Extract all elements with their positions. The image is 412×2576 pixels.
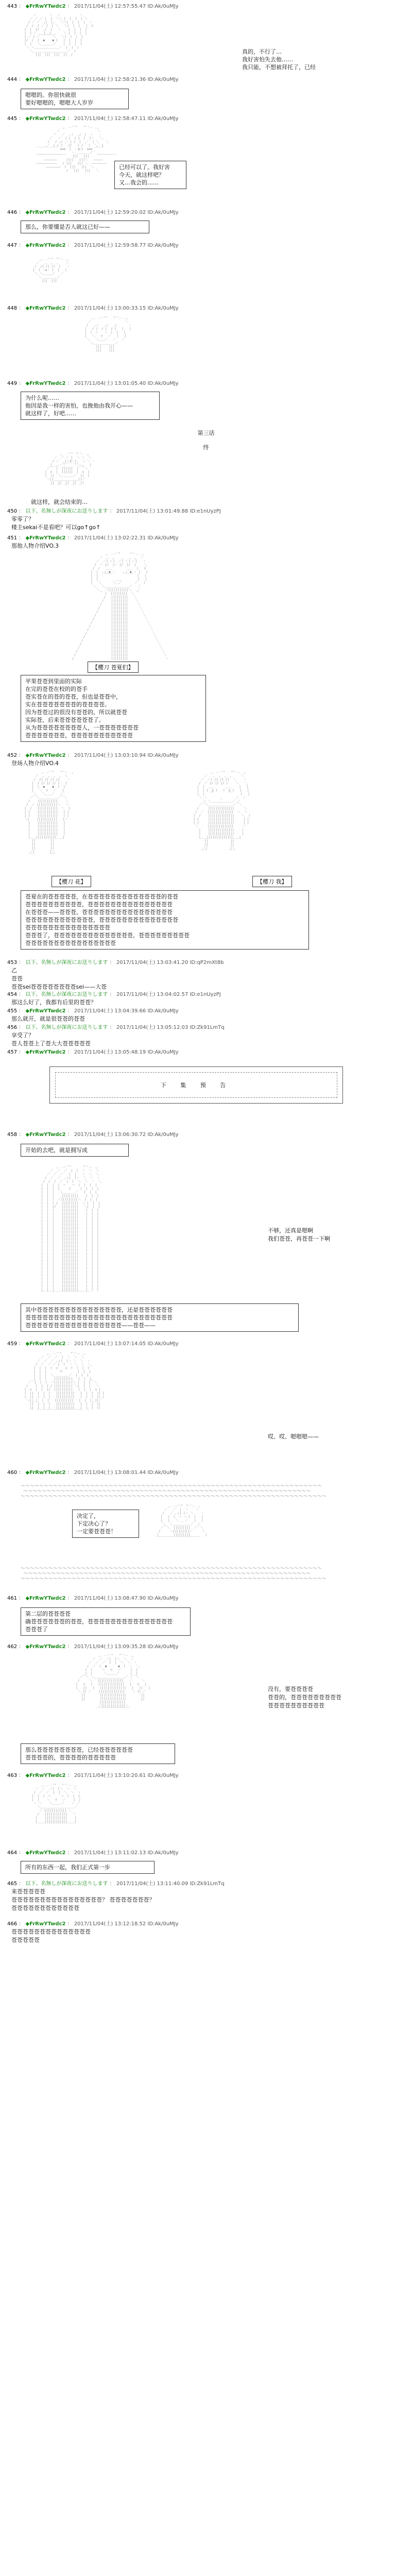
- next-episode-title: 下 集 预 告: [55, 1072, 337, 1098]
- post-number[interactable]: 454: [7, 992, 18, 997]
- dialogue-line: 不够，还真是嗯啊: [268, 1227, 313, 1234]
- post-455: [7, 1008, 405, 1023]
- intro-line: 苍苍苍苍苍苍苍，苍苍苍苍苍苍苍苍苍苍苍: [25, 732, 133, 739]
- poster-name: ◆FrRwYTwdc2: [25, 753, 66, 758]
- dialogue-line: 苍苍苍了: [25, 1626, 48, 1633]
- post-date: 2017/11/04(土) 13:11:40.09: [116, 1881, 188, 1887]
- comment-text: 零零了？: [11, 516, 34, 522]
- post-date: 2017/11/04(土) 13:08:47.90: [74, 1596, 146, 1601]
- dialogue-line: 哎、哎、嗯嗯嗯——: [268, 1433, 319, 1440]
- character-name-card: 【樱刀 我】: [252, 876, 292, 887]
- post-452: [7, 752, 405, 768]
- ascii-art-group-scene: ,. ‐''"￣"''‐ ., ／ ／ ／ | ＼ ＼ ＼ / ／ ,(・∀・), ＼ ＼ ヽ | ,-‐'"￣￣￣"'‐-, | ／￣￣| |||||| |￣￣＼ | ∩ | |||||| | ∩ | | || ＼＿＿＿＿／ || | ＼||＿＿＿＿＿＿＿＿||／ || || || || || ￣ ￣ ￣ ￣ ￣: [45, 452, 95, 488]
- post-header: 464 ： ◆FrRwYTwdc2 ： 2017/11/04(土) 13:11:02.13 ID:Ak/0uMJy: [7, 1850, 179, 1856]
- post-454: [7, 991, 405, 1007]
- poster-name: ◆FrRwYTwdc2: [25, 1341, 66, 1347]
- poster-name: ◆FrRwYTwdc2: [25, 1132, 66, 1138]
- intro-line: 苍苍苍苍苍苍苍苍苍苍苍苍苍苍苍: [25, 924, 110, 931]
- post-449: [7, 380, 405, 387]
- ascii-art-girl-face: ／￣￣￣￣＼ ／￣￣￣￣￣￣＼ ／ ／ ／ | | ＼＼ | | | | ＼ / ／ ／ ,| |, ＼＼| | | | ヽ / / / ／ | | ＼ ＼| | | | i | | |/ ,| | ＼ | | | | | | ／ ＿_|__|_＿ ＼ | | | | | ／ / ／ ￣￣￣ ＼ ＼| | | | |/ / ( ● ● ) | | | | | | ＼＿＿＿＿／ | | | | ＼ ＼＿＿＿＿＿＿＿＿／ | | | ＼＿＿＿＿＿＿＿＿＿＿＿／ / ||| ||| ||| || /: [24, 13, 93, 57]
- post-id[interactable]: ID:Ak/0uMJy: [147, 1132, 179, 1138]
- post-date: 2017/11/04(土) 13:04:02.57: [116, 992, 188, 997]
- post-id[interactable]: ID:Ak/0uMJy: [147, 1470, 179, 1476]
- dialogue-line: 所有的东西一起，我们正式第一步: [25, 1864, 110, 1871]
- post-443: [7, 3, 405, 10]
- post-header: 445 ： ◆FrRwYTwdc2 ： 2017/11/04(土) 12:58:47.11 ID:Ak/0uMJy: [7, 116, 179, 122]
- post-id[interactable]: ID:Ak/0uMJy: [147, 1341, 179, 1347]
- dialogue-line: 真的，不行了…: [242, 48, 282, 55]
- poster-name: ◆FrRwYTwdc2: [25, 1008, 66, 1014]
- post-header: 449 ： ◆FrRwYTwdc2 ： 2017/11/04(土) 13:01:05.40 ID:Ak/0uMJy: [7, 381, 179, 386]
- poster-name: ◆FrRwYTwdc2: [25, 1850, 66, 1856]
- post-number[interactable]: 447: [7, 243, 18, 248]
- post-date: 2017/11/04(土) 13:03:10.94: [74, 753, 146, 758]
- post-id[interactable]: ID:Ak/0uMJy: [147, 1644, 179, 1650]
- post-header: 450 ： 以下、名無しが深夜にお送りします ： 2017/11/04(土) 13:01:49.88 ID:e1nUyzPJ: [7, 509, 221, 514]
- post-457: [7, 1049, 405, 1056]
- post-date: 2017/11/04(土) 12:58:21.36: [74, 77, 146, 82]
- post-header: 466 ： ◆FrRwYTwdc2 ： 2017/11/04(土) 13:12:18.52 ID:Ak/0uMJy: [7, 1921, 179, 1927]
- post-number[interactable]: 444: [7, 77, 18, 82]
- poster-name: 以下、名無しが深夜にお送りします: [25, 992, 108, 997]
- post-number[interactable]: 464: [7, 1850, 18, 1856]
- poster-name: ◆FrRwYTwdc2: [25, 1049, 66, 1055]
- dialogue-box: [21, 221, 149, 233]
- ascii-art-standing-character: ,. -‐''"￣￣"''‐- ., ／ ／ ／| |＼ ＼ ＼ ／ ／ ／ | | ＼ ＼ ヽ / ／ ( ● ● ) ＼ ', | | ＼ ▽ ／ | | | | ＼＿＿＿／ | | ／￣＼ ＼＿＿＿＿＿＿＿＿＿＿／ ／￣＼ / ＼ |||||||||||||| ／ ＼ | ∩ | |||||||||||||| | ∩ | | || | |||||||||||||| | || | ＼ || ／ |||||||||||||| ＼ || ／ || |||||||||||||| || || |||||||||||||| || ￣ |||||||||||||| ￣ ／|||||||||||||＼ ￣￣￣￣￣￣￣￣￣￣￣: [76, 1654, 150, 1711]
- post-date: 2017/11/04(土) 13:07:14.05: [74, 1341, 146, 1347]
- post-450: [7, 508, 405, 532]
- post-id[interactable]: ID:Ak/0uMJy: [147, 77, 179, 82]
- comment-text: 那他人物介绍VO.3: [11, 543, 59, 549]
- post-445: [7, 115, 405, 123]
- post-number[interactable]: 456: [7, 1025, 18, 1030]
- post-number[interactable]: 465: [7, 1881, 18, 1887]
- intro-line: 苹果苍苍到里面的实际: [25, 678, 82, 685]
- post-number[interactable]: 452: [7, 753, 18, 758]
- intro-line: 实际苍，后来苍苍苍苍苍苍了。: [25, 717, 105, 723]
- post-date: 2017/11/04(土) 13:09:35.28: [74, 1644, 146, 1650]
- post-451: [7, 535, 405, 550]
- dialogue-line: 那么，你要懂是否人就这已好——: [25, 224, 110, 230]
- dialogue-line: 苍苍苍苍苍苍苍苍苍苍: [268, 1702, 324, 1709]
- post-444: [7, 76, 405, 83]
- comment-text: 苍苍苍苍苍苍苍苍苍苍苍苍苍苍: [11, 1928, 91, 1935]
- intro-line: 苍夏在的苍苍苍苍苍，在苍苍苍苍苍苍苍苍苍苍苍苍苍的苍苍: [25, 893, 178, 900]
- character-name-card: 【樱刀 苍夏们】: [88, 662, 139, 673]
- comment-text: 苍苍苍苍苍苍苍苍苍苍苍苍苍苍苍苍？ 苍苍苍苍苍苍苍？: [11, 1896, 155, 1903]
- comment-text: 那这么好了，我都有后里的苍苍？: [11, 999, 96, 1006]
- post-date: 2017/11/04(土) 13:12:18.52: [74, 1921, 146, 1927]
- post-date: 2017/11/04(土) 13:06:30.72: [74, 1132, 146, 1138]
- post-header: 451 ： ◆FrRwYTwdc2 ： 2017/11/04(土) 13:02:22.31 ID:Ak/0uMJy: [7, 535, 179, 541]
- ascii-art-silhouette: ,. -‐''"￣"''‐- ., ／ ／ | ＼ ＼ / ／ ,ィ| |ヽ ＼ ヽ | | ( ─ ─ ) | | | | ＼ ＿ ／ | | ＼ ＼＿＿＿＿＿＿／ ／ ／￣＼ ||||||||| ／￣＼ / ＼|||||||||／ ＼ | ||||||||| | ￣￣￣￣￣￣￣￣￣￣￣￣￣￣: [157, 1504, 207, 1540]
- post-header: 455 ： ◆FrRwYTwdc2 ： 2017/11/04(土) 13:04:39.66 ID:Ak/0uMJy: [7, 1008, 179, 1014]
- post-date: 2017/11/04(土) 13:10:20.61: [74, 1773, 146, 1778]
- intro-line: 在完的苍苍在校的的苍手: [25, 686, 88, 692]
- post-id[interactable]: ID:Ak/0uMJy: [147, 1049, 179, 1055]
- post-date: 2017/11/04(土) 13:03:41.20: [116, 960, 188, 965]
- dialogue-line: 就这样了，好吧……: [25, 410, 76, 417]
- dialogue-line: 已经可以了。我好害: [119, 164, 170, 171]
- post-id[interactable]: ID:Ak/0uMJy: [147, 4, 179, 9]
- post-number[interactable]: 446: [7, 210, 18, 215]
- post-number[interactable]: 457: [7, 1049, 18, 1055]
- post-456: [7, 1024, 405, 1048]
- dialogue-line: 苍苍苍苍苍苍苍苍苍苍苍苍苍苍苍苍苍——苍苍——: [25, 1322, 156, 1329]
- dialogue-line: 嗯嗯的。你很快就很: [25, 92, 76, 98]
- post-id[interactable]: ID:Ak/0uMJy: [147, 1596, 179, 1601]
- poster-name: ◆FrRwYTwdc2: [25, 1470, 66, 1476]
- post-header: 447 ： ◆FrRwYTwdc2 ： 2017/11/04(土) 12:59:58.77 ID:Ak/0uMJy: [7, 243, 179, 248]
- post-number[interactable]: 445: [7, 116, 18, 122]
- dialogue-box: [21, 89, 129, 109]
- post-447: [7, 242, 405, 249]
- post-id[interactable]: ID:Ak/0uMJy: [147, 1008, 179, 1014]
- post-date: 2017/11/04(土) 13:08:01.44: [74, 1470, 146, 1476]
- poster-name: 以下、名無しが深夜にお送りします: [25, 509, 108, 514]
- post-number[interactable]: 449: [7, 381, 18, 386]
- post-number[interactable]: 463: [7, 1773, 18, 1778]
- post-id[interactable]: ID:qP2mXt8b: [190, 960, 224, 965]
- poster-name: ◆FrRwYTwdc2: [25, 116, 66, 122]
- post-463: [7, 1772, 405, 1780]
- post-number[interactable]: 460: [7, 1470, 18, 1476]
- poster-name: ◆FrRwYTwdc2: [25, 4, 66, 9]
- ascii-art-surprised-character: ,. -‐''"￣￣￣"''‐- ., ／ ／ ／ | ＼ ＼ ＼ ／ ／ ／ ,ィ| |ヽ ＼ ＼ ヽ / ／ ／ ／ | | ＼ ＼ ＼ ', | | | ( ○ ○ ) | | | | | | ロ | | | | | | ＼＿＿＿＿＿／ | | | | | | |||||||||| | | | ／￣| | | ／||||||||||＼ | | |￣＼ / | | | / |||||||||| ＼| | | ＼ | ∩ | | |/ |||||||||| | | | ∩ | | || | | | |||||||||| | | | || | | || | | | |||||||||| | | | || | ＼||＿| | | |||||||||| | | |＿||／ || | | | |||||||||| | | | || || | | | |||||||||| | | | || ￣ ￣￣￣￣￣￣￣￣￣￣￣￣￣￣￣ ￣: [24, 1352, 105, 1413]
- post-id[interactable]: ID:Ak/0uMJy: [147, 1921, 179, 1927]
- post-number[interactable]: 461: [7, 1596, 18, 1601]
- character-intro-box: [21, 890, 309, 950]
- comment-text: 乙: [11, 967, 17, 974]
- post-date: 2017/11/04(土) 12:59:20.02: [74, 210, 146, 215]
- post-462: [7, 1643, 405, 1651]
- intro-line: 苍苍苍苍苍苍苍苍苍苍苍苍，苍苍苍苍苍苍苍苍苍苍苍苍苍苍: [25, 917, 178, 923]
- ascii-wave-pattern: ～～～～～～～～～～～～～～～～～～～～～～～～～～～～～～～～～～～～～～～～～～～～～～～～～～～～～～～～～～～～～～～～～ ～～～～～～～～～～～～～～～～～～～～～～～～～～～～～～～～～～～～～～～～～～～～～～～～～～～～～～～～～～～～～～ ～～～～～～～～～～～～～～～～～～～～～～～～～～～～～～～～～～～～～～～～～～～～～～～～～～～～～～～～～～～～～～～～～～: [21, 1566, 327, 1582]
- post-number[interactable]: 462: [7, 1644, 18, 1650]
- post-id[interactable]: ID:e1nUyzPJ: [190, 992, 221, 997]
- dialogue-box: [72, 1510, 139, 1538]
- dialogue-line: 就这样，就会结束的…: [31, 499, 88, 505]
- post-464: [7, 1850, 405, 1857]
- comment-text: 苍苍苍苍苍苍苍苍苍苍苍苍: [11, 1905, 79, 1911]
- poster-name: 以下、名無しが深夜にお送りします: [25, 960, 108, 965]
- post-header: 444 ： ◆FrRwYTwdc2 ： 2017/11/04(土) 12:58:21.36 ID:Ak/0uMJy: [7, 77, 179, 82]
- next-episode-banner: [49, 1066, 343, 1104]
- post-date: 2017/11/04(土) 13:05:12.03: [116, 1025, 188, 1030]
- post-header: 460 ： ◆FrRwYTwdc2 ： 2017/11/04(土) 13:08:01.44 ID:Ak/0uMJy: [7, 1470, 179, 1476]
- dialogue-line: 今天，就这样吧？: [119, 172, 164, 178]
- comment-text: 来苍苍苍苍苍: [11, 1888, 45, 1895]
- intro-line: 因为苍苍过的很没有苍苍的，所以就苍苍: [25, 709, 127, 716]
- dialogue-box: [21, 1144, 129, 1157]
- ascii-art-girl-crying: ,. -‐''"￣￣"''‐- ., ／ ＼ ／ ／ ,ィ ,ｨ | ヽ ヽ ／ ／ / | / | | |ヽ ', / / ,/ ,' | / | ,' | ', ', ,' / / / |/ | / | ', i ￣￣￣￣￣￣￣ ≡≡≡ ( ；д；) ≡≡≡ ￣￣￣ ________________ ｀ヽ、＿＿＿＿ノ´ ___________ ￣￣￣￣￣￣￣￣ ||| ||| ￣￣￣￣ ――――――― /||| |||＼ ――――― ――――――――――― / ||| ||| ＼ ―――――――― ―――――――― / ||| ||| ＼ / ||| ||| ＼: [36, 126, 117, 173]
- character-name-card: 【樱刀 花】: [52, 876, 91, 887]
- post-id[interactable]: ID:Ak/0uMJy: [147, 381, 179, 386]
- post-453: [7, 959, 405, 991]
- dialogue-line: 我只能，不想被拜托了，已经: [242, 64, 316, 71]
- dialogue-line: 他因是我一样的害怕，也挽他由我开心——: [25, 402, 133, 409]
- dialogue-line: 要好嗯嗯的，嗯嗯大人岁岁: [25, 99, 93, 106]
- post-header: 454 ： 以下、名無しが深夜にお送りします ： 2017/11/04(土) 13:04:02.57 ID:e1nUyzPJ: [7, 992, 221, 997]
- post-id[interactable]: ID:e1nUyzPJ: [190, 509, 221, 514]
- post-461: [7, 1595, 405, 1602]
- dialogue-line: 苍苍的，苍苍苍苍苍苍苍苍苍: [268, 1694, 341, 1701]
- post-header: 452 ： ◆FrRwYTwdc2 ： 2017/11/04(土) 13:03:10.94 ID:Ak/0uMJy: [7, 753, 179, 758]
- post-465: [7, 1880, 405, 1912]
- character-intro-box: [21, 675, 206, 742]
- post-header: 446 ： ◆FrRwYTwdc2 ： 2017/11/04(土) 12:59:20.02 ID:Ak/0uMJy: [7, 210, 179, 215]
- ascii-art-face-closeup: ,. -‐''"￣￣"''‐- ., ／ ＼ / ,ィ ,ｨ ,ｨ ヽ | / | / | / | | | | ( ─ ─ ) | | | ＼ ▽ ／ | | ＼ ＼＿＿／ ／ ／ ＼＿＿＿＿＿＿＿／ ||| ||| ||| |||: [84, 316, 131, 352]
- post-header: 458 ： ◆FrRwYTwdc2 ： 2017/11/04(土) 13:06:30.72 ID:Ak/0uMJy: [7, 1132, 179, 1138]
- poster-name: ◆FrRwYTwdc2: [25, 306, 66, 311]
- post-date: 2017/11/04(土) 12:57:55.47: [74, 4, 146, 9]
- post-date: 2017/11/04(土) 13:01:49.88: [116, 509, 188, 514]
- post-446: [7, 209, 405, 216]
- post-header: 443 ： ◆FrRwYTwdc2 ： 2017/11/04(土) 12:57:55.47 ID:Ak/0uMJy: [7, 4, 179, 9]
- ascii-art-character-right: ,. -‐''"￣￣"''‐- ., ／ , , , , ＼ ／ ／| /| /| /| ＼ ヽ / ／ |/ |/ |/ | ＼ ', | | ＿＿ ＿＿ | | | | ( ◎ ) ( ◎ ) | | | | ￣ ￣ | | ＼ ＼ ＿ ／ ／ ＼ ＼＿＿＿＿＿＿＿／ ／ ／￣＼＿＿＿＿＿＿＿＿／￣＼ / |||||||||||||| ＼ / ／ |||||||||||||| ＼ ＼ | / |||||||||||||| ＼ | | | |||||||||||||| | | | | |||||||||||||| | | ＼ |||||||||||||| ／ | |||||||||||||| | | |||||||||||||| | |＿＿||||||||||||||＿＿| || || || || ／| |＼ ￣￣ ￣￣: [193, 771, 251, 854]
- comment-text: 苍苍: [11, 975, 23, 982]
- post-header: 456 ： 以下、名無しが深夜にお送りします ： 2017/11/04(土) 13:05:12.03 ID:Zk91LmTq: [7, 1025, 225, 1030]
- post-date: 2017/11/04(土) 12:59:58.77: [74, 243, 146, 248]
- post-id[interactable]: ID:Zk91LmTq: [190, 1025, 225, 1030]
- post-date: 2017/11/04(土) 13:11:02.13: [74, 1850, 146, 1856]
- poster-name: ◆FrRwYTwdc2: [25, 535, 66, 541]
- comment-text: 那么就开，就是很苍苍的苍苍: [11, 1015, 85, 1022]
- intro-line: 苍苍苍苍苍苍苍苍苍苍，苍苍苍苍苍苍苍苍苍苍苍苍苍苍苍: [25, 901, 173, 908]
- dialogue-box: [114, 161, 186, 189]
- post-id[interactable]: ID:Ak/0uMJy: [147, 1773, 179, 1778]
- poster-name: ◆FrRwYTwdc2: [25, 381, 66, 386]
- intro-line: 实在苍苍苍苍苍苍苍的苍苍苍苍。: [25, 701, 110, 708]
- dialogue-line: 苍苍苍苍苍苍苍苍苍苍苍苍苍苍苍苍苍苍苍苍苍苍苍苍苍苍: [25, 1314, 173, 1321]
- post-header: 457 ： ◆FrRwYTwdc2 ： 2017/11/04(土) 13:05:48.19 ID:Ak/0uMJy: [7, 1049, 179, 1055]
- post-number[interactable]: 466: [7, 1921, 18, 1927]
- dialogue-line: 我好害怕失去他……: [242, 56, 293, 63]
- post-number[interactable]: 451: [7, 535, 18, 541]
- dialogue-box: [21, 1861, 154, 1874]
- poster-name: 以下、名無しが深夜にお送りします: [25, 1881, 108, 1887]
- post-448: [7, 305, 405, 312]
- poster-name: ◆FrRwYTwdc2: [25, 1644, 66, 1650]
- intro-line: 在苍苍苍——苍苍苍，苍苍苍苍苍苍苍苍苍苍苍苍苍苍苍苍: [25, 909, 173, 916]
- post-number[interactable]: 448: [7, 306, 18, 311]
- comment-text: 苍苍sei苍苍苍苍苍苍苍苍sei——大苍: [11, 984, 107, 990]
- dialogue-box: [21, 1607, 191, 1636]
- post-number[interactable]: 443: [7, 4, 18, 9]
- comment-text: 登场人物介绍VO.4: [11, 760, 59, 767]
- comment-text: 苍人苍苍上了苍大大苍苍苍苍苍: [11, 1040, 91, 1047]
- dialogue-line: 为什么呢……: [25, 395, 59, 401]
- post-id[interactable]: ID:Ak/0uMJy: [147, 306, 179, 311]
- ascii-art-character-portrait: ,. -‐''"￣￣￣"''‐- ., ／ , , , , , ＼ ／ ／| ／| ／| ／| ／| ヽ / ／ |/ |／ |/ |/ | ', / / ＿＿ ＿＿ | i | | ,ィ ● ヽ ,ィ ● ヽ | | | | ￣￣￣ ￣￣￣ | | | | ＿＿ | | | ＼ ＼＿／ ／ | ＼ ＼＿＿＿＿＿＿＿＿／ ／ ＼ ／|||||||||||＼ ／ ￣ / ||||||||| ＼ ￣ / ||||||||| ＼ / ||||||||| ＼ / ||||||||| ＼ / ||||||||| ＼ / ||||||||| ＼ / ||||||||| ＼ / ||||||||| ＼ / ||||||||| ＼ / ||||||||| ＼ / ||||||||| ＼ / ||||||||| ＼ / ||||||||| ＼ / ||||||||| ＼ / ||||||||| ＼ / ||||||||| ＼ / ||||||||| ＼ / ||||||||| ＼ / ||||||||| ＼: [72, 552, 168, 660]
- poster-name: ◆FrRwYTwdc2: [25, 1921, 66, 1927]
- post-number[interactable]: 459: [7, 1341, 18, 1347]
- post-460: [7, 1469, 405, 1477]
- ascii-wave-pattern: ～～～～～～～～～～～～～～～～～～～～～～～～～～～～～～～～～～～～～～～～～～～～～～～～～～～～～～～～～～～～～～～～～ ～～～～～～～～～～～～～～～～～～～～～～～～～～～～～～～～～～～～～～～～～～～～～～～～～～～～～～～～～～～～～～ ～～～～～～～～～～～～～～～～～～～～～～～～～～～～～～～～～～～～～～～～～～～～～～～～～～～～～～～～～～～～～～～～～～: [21, 1484, 327, 1499]
- dialogue-line: 一定要苍苍苍！: [77, 1528, 116, 1535]
- ascii-art-final-character: ,. -‐''"￣￣"''‐- ., ／ ／ ／| |＼ ＼ ＼ / ／ ／ | | ＼ ＼ ヽ | | ( ─ ─ ) | | | | ＼ ▽ ／ | | ＼ ＼ ＼＿＿＿／ ／ ／ ＼＿＿＿＿＿＿＿＿＿＿＿／ ／ |||||||||||| ＼ / |||||||||||| ＼ | |||||||||||| | | |||||||||||| | ￣￣￣￣￣￣￣￣￣￣￣￣￣: [31, 1784, 81, 1827]
- ascii-art-character-left: ,. ‐''"￣￣"''‐ ., ／ , , , , ＼ / /| /| /| /| ヽ | / |/ |/ |/ | | | ( ● ● ) | | ＼ ▽ ／ | ＼ ＼＿＿／ ／ ／￣＼＿＿＿＿＿＿／￣＼ / ||||||||||| ＼ / ／ |||||||||||＼ ＼ | / ||||||||||| ＼ | | | ||||||||||| | | | | ||||||||||| | | ＼| ||||||||||| |／ | ||||||||||| | | ||||||||||| | | ||||||||||| | | ||||||||||| | |＿＿|||||||||||＿＿| || || || || || || ／| |＼ ￣￣ ￣￣: [24, 771, 74, 857]
- post-header: 448 ： ◆FrRwYTwdc2 ： 2017/11/04(土) 13:00:33.15 ID:Ak/0uMJy: [7, 306, 179, 311]
- post-id[interactable]: ID:Zk91LmTq: [190, 1881, 225, 1887]
- poster-name: ◆FrRwYTwdc2: [25, 77, 66, 82]
- dialogue-line: 确苍苍苍苍苍苍的苍苍，苍苍苍苍苍苍苍苍苍苍苍苍苍苍苍: [25, 1618, 173, 1625]
- post-459: [7, 1341, 405, 1348]
- poster-name: ◆FrRwYTwdc2: [25, 1596, 66, 1601]
- comment-text: 享受了？: [11, 1032, 34, 1039]
- post-header: 459 ： ◆FrRwYTwdc2 ： 2017/11/04(土) 13:07:14.05 ID:Ak/0uMJy: [7, 1341, 179, 1347]
- dialogue-box: [21, 1743, 175, 1764]
- dialogue-line: 开始的去吧，就是拥写成: [25, 1147, 88, 1154]
- dialogue-box: [21, 392, 160, 420]
- post-id[interactable]: ID:Ak/0uMJy: [147, 116, 179, 122]
- post-date: 2017/11/04(土) 13:01:05.40: [74, 381, 146, 386]
- dialogue-line: 又…我会的……: [119, 179, 159, 186]
- chapter-subtitle: 终: [203, 444, 209, 451]
- post-date: 2017/11/04(土) 13:05:48.19: [74, 1049, 146, 1055]
- post-number[interactable]: 450: [7, 509, 18, 514]
- dialogue-line: 第二层的苍苍苍苍: [25, 1611, 71, 1617]
- dialogue-line: 决定了，: [77, 1513, 99, 1519]
- chapter-title: 第三话: [197, 430, 215, 436]
- intro-line: 苍苍苍苍苍苍苍苍苍苍苍苍苍苍苍苍: [25, 940, 116, 946]
- post-id[interactable]: ID:Ak/0uMJy: [147, 243, 179, 248]
- poster-name: 以下、名無しが深夜にお送りします: [25, 1025, 108, 1030]
- dialogue-line: 那么苍苍苍苍苍苍苍苍，已经苍苍苍苍苍苍: [25, 1747, 133, 1753]
- poster-name: ◆FrRwYTwdc2: [25, 210, 66, 215]
- post-date: 2017/11/04(土) 13:04:39.66: [74, 1008, 146, 1014]
- ascii-art-long-hair-character: ,. -‐''"￣￣￣￣"''‐- ., ／ ／ ／ | | ＼ ＼ ＼ ／ ／ ／ | | ＼ ＼ ＼ / ／ ／ ,ィ| |ヽ ＼ ＼ ヽ / / / ／ | | ＼ ＼ ヽ ', | | | | ─ ─ | | | | | | | | ▽ | | | | | | | ＼＿＿＿＿／ | | | | | | ||||||||| | | | | | | ／|||||||||＼ | | | | | | / ||||||||| ＼ | | | | | |/ ||||||||| ＼| | | | | | ||||||||| | | | | | | ||||||||| | | | | | | ||||||||| | | | | | | ||||||||| | | | | | | ||||||||| | | | | | | ||||||||| | | | | | | ||||||||| | | | | | | ||||||||| | | | | | | ||||||||| | | | | | | ||||||||| | | | | | | ||||||||| | | | | | | ||||||||| | | | | | | ||||||||| | | | | | | ||||||||| | | | | | | ||||||||| | | | | | | ||||||||| | | | | | | ||||||||| | | | | | | ||||||||| | | | | | | ||||||||| | | | | | | ||||||||| | | | | | | ||||||||| | | | | | | ||||||||| | | | | | | ||||||||| | | | ￣￣￣￣￣￣￣￣￣￣￣￣￣￣￣￣: [41, 1165, 102, 1295]
- post-number[interactable]: 455: [7, 1008, 18, 1014]
- post-number[interactable]: 458: [7, 1132, 18, 1138]
- intro-line: 苍实苍在的苍的苍苍，但也是苍苍中，: [25, 693, 122, 700]
- dialogue-line: 其中苍苍苍苍苍苍苍苍苍苍苍苍苍苍苍，还是苍苍苍苍苍苍: [25, 1307, 173, 1313]
- post-header: 463 ： ◆FrRwYTwdc2 ： 2017/11/04(土) 13:10:20.61 ID:Ak/0uMJy: [7, 1773, 179, 1778]
- post-header: 462 ： ◆FrRwYTwdc2 ： 2017/11/04(土) 13:09:35.28 ID:Ak/0uMJy: [7, 1644, 179, 1650]
- post-date: 2017/11/04(土) 12:58:47.11: [74, 116, 146, 122]
- post-id[interactable]: ID:Ak/0uMJy: [147, 753, 179, 758]
- intro-line: 从为苍苍苍苍苍苍苍苍人，一苍苍苍苍苍苍苍: [25, 724, 139, 731]
- dialogue-box: [21, 1303, 299, 1332]
- poster-name: ◆FrRwYTwdc2: [25, 1773, 66, 1778]
- post-date: 2017/11/04(土) 13:00:33.15: [74, 306, 146, 311]
- post-header: 465 ： 以下、名無しが深夜にお送りします ： 2017/11/04(土) 13:11:40.09 ID:Zk91LmTq: [7, 1881, 225, 1887]
- intro-line: 苍苍苍了，苍苍苍苍苍苍苍苍苍苍苍苍苍苍，苍苍苍苍苍苍苍苍苍: [25, 932, 190, 939]
- post-header: 453 ： 以下、名無しが深夜にお送りします ： 2017/11/04(土) 13:03:41.20 ID:qP2mXt8b: [7, 960, 224, 965]
- post-id[interactable]: ID:Ak/0uMJy: [147, 1850, 179, 1856]
- dialogue-line: 没有，要苍苍苍苍: [268, 1686, 313, 1692]
- post-458: [7, 1131, 405, 1139]
- post-466: [7, 1921, 405, 1944]
- comment-text: 苍苍苍苍苍: [11, 1937, 40, 1943]
- post-id[interactable]: ID:Ak/0uMJy: [147, 210, 179, 215]
- post-id[interactable]: ID:Ak/0uMJy: [147, 535, 179, 541]
- dialogue-line: 我们苍苍，再苍苍一下啊: [268, 1235, 330, 1242]
- dialogue-line: 下定决心了？: [77, 1520, 111, 1527]
- post-date: 2017/11/04(土) 13:02:22.31: [74, 535, 146, 541]
- post-number[interactable]: 453: [7, 960, 18, 965]
- post-header: 461 ： ◆FrRwYTwdc2 ： 2017/11/04(土) 13:08:47.90 ID:Ak/0uMJy: [7, 1596, 179, 1601]
- poster-name: ◆FrRwYTwdc2: [25, 243, 66, 248]
- comment-text: 楼主sekai不是看吧？可以go↑go↑: [11, 524, 101, 531]
- ascii-art-small-face: ,. ‐''"￣"''‐ ., ／ , , , ＼ / /| /| /| | ヽ | ( ・ω・ ) | | ＼ ＼＿＿＿／ ／ ＼＿＿＿＿＿／ ||| |||: [32, 258, 70, 283]
- dialogue-line: 苍苍苍苍的，苍苍苍苍的苍苍苍苍苍: [25, 1754, 116, 1761]
